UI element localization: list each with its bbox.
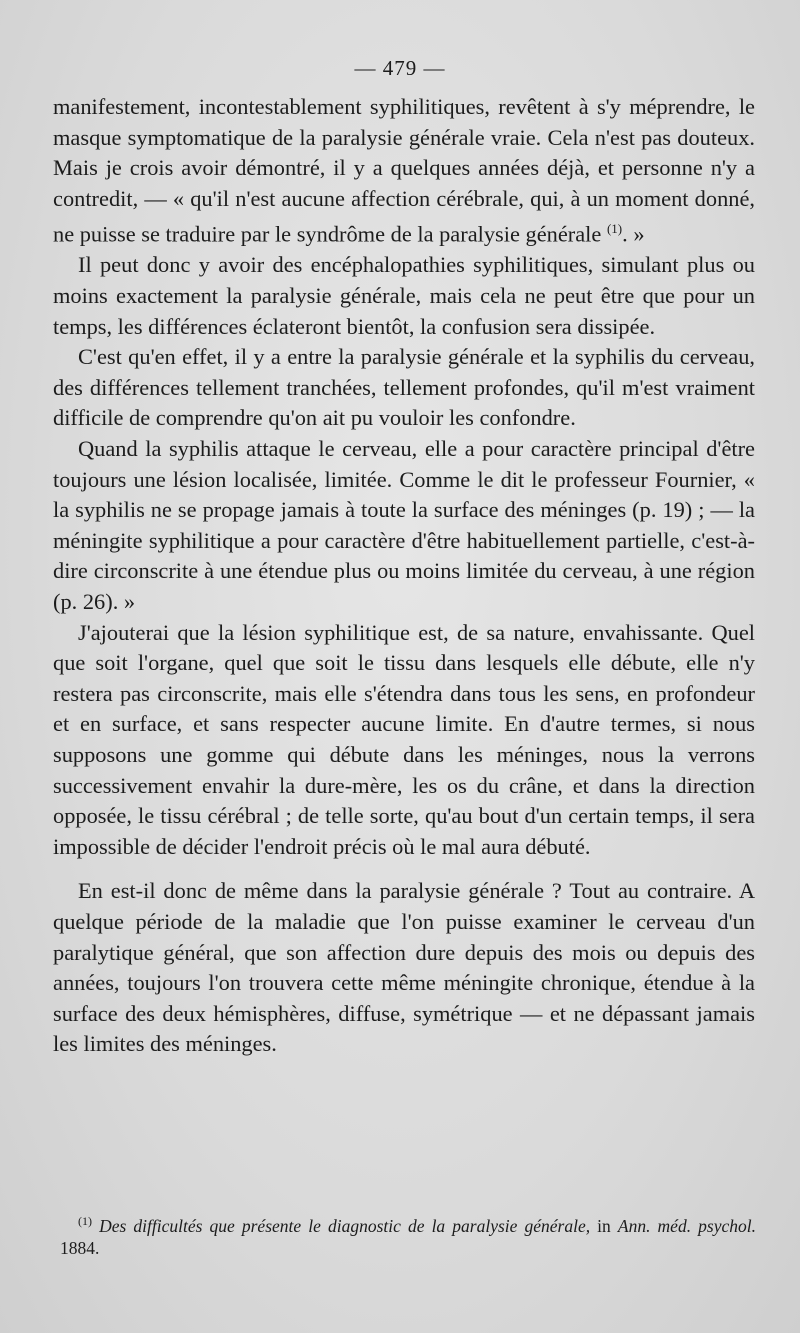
footnote-journal: Ann. méd. psychol.: [617, 1215, 756, 1236]
footnote-title: Des difficultés que présente le diagnostic de la paralysie générale,: [99, 1215, 591, 1236]
paragraph-1-tail: . »: [622, 221, 645, 247]
footnote-in: in: [590, 1215, 618, 1236]
footnote: [60, 1210, 756, 1259]
paragraph-4: Quand la syphilis attaque le cerveau, elle a pour caractère principal d'être toujours une lésion localisée, limitée. Comme le dit le professeur Fournier, « la syphilis ne se propage jamais à toute la surface des méninges (p. 19) ; — la méningite syphilitique a pour caractère d'être habituellement partielle, c'est-à-dire circonscrite à une étendue plus ou moins limitée du cerveau, à une région (p. 26). »: [53, 436, 755, 614]
paragraph-3: C'est qu'en effet, il y a entre la paralysie générale et la syphilis du cerveau, des différences tellement tranchées, tellement profondes, qu'il m'est vraiment difficile de comprendre qu'on ait pu vouloir les confondre.: [53, 344, 755, 431]
paragraph-6: En est-il donc de même dans la paralysie générale ? Tout au contraire. A quelque période de la maladie que l'on puisse examiner le cerveau d'un paralytique général, que son affection dure depuis des mois ou depuis des années, toujours l'on trouvera cette même méningite chronique, étendue à la surface des deux hémisphères, diffuse, symétrique — et ne dépassant jamais les limites des méninges.: [53, 878, 755, 1057]
page-number: — 479 —: [354, 56, 446, 80]
paragraph-1: [53, 92, 755, 250]
paragraph-2: Il peut donc y avoir des encéphalopathies syphilitiques, simulant plus ou moins exactement la paralysie générale, mais cela ne peut être que pour un temps, les différences éclateront bientôt, la confusion sera dissipée.: [53, 252, 755, 339]
body-text: [53, 92, 755, 1060]
footnote-mark: (1): [78, 1214, 92, 1228]
paragraph-5: J'ajouterai que la lésion syphilitique est, de sa nature, envahissante. Quel que soit l'organe, quel que soit le tissu dans lesquels elle débute, elle n'y restera pas circonscrite, mais elle s'étendra dans tous les sens, en profondeur et en surface, et sans respecter aucune limite. En d'autre termes, si nous supposons une gomme qui débute dans les méninges, nous la verrons successivement envahir la dure-mère, les os du crâne, et dans la direction opposée, le tissu cérébral ; de telle sorte, qu'au bout d'un certain temps, il sera impossible de décider l'endroit précis où le mal aura débuté.: [53, 619, 755, 859]
footnote-year: 1884.: [60, 1237, 100, 1258]
footnote-reference: (1): [606, 221, 623, 237]
paragraph-1-text: manifestement, incontestablement syphilitiques, revêtent à s'y méprendre, le masque symptomatique de la paralysie générale vraie. Cela n'est pas douteux. Mais je crois avoir démontré, il y a quelques années déjà, et personne n'y a contredit, — « qu'il n'est aucune affection cérébrale, qui, à un moment donné, ne puisse se traduire par le syndrôme de la paralysie générale: [53, 94, 755, 247]
